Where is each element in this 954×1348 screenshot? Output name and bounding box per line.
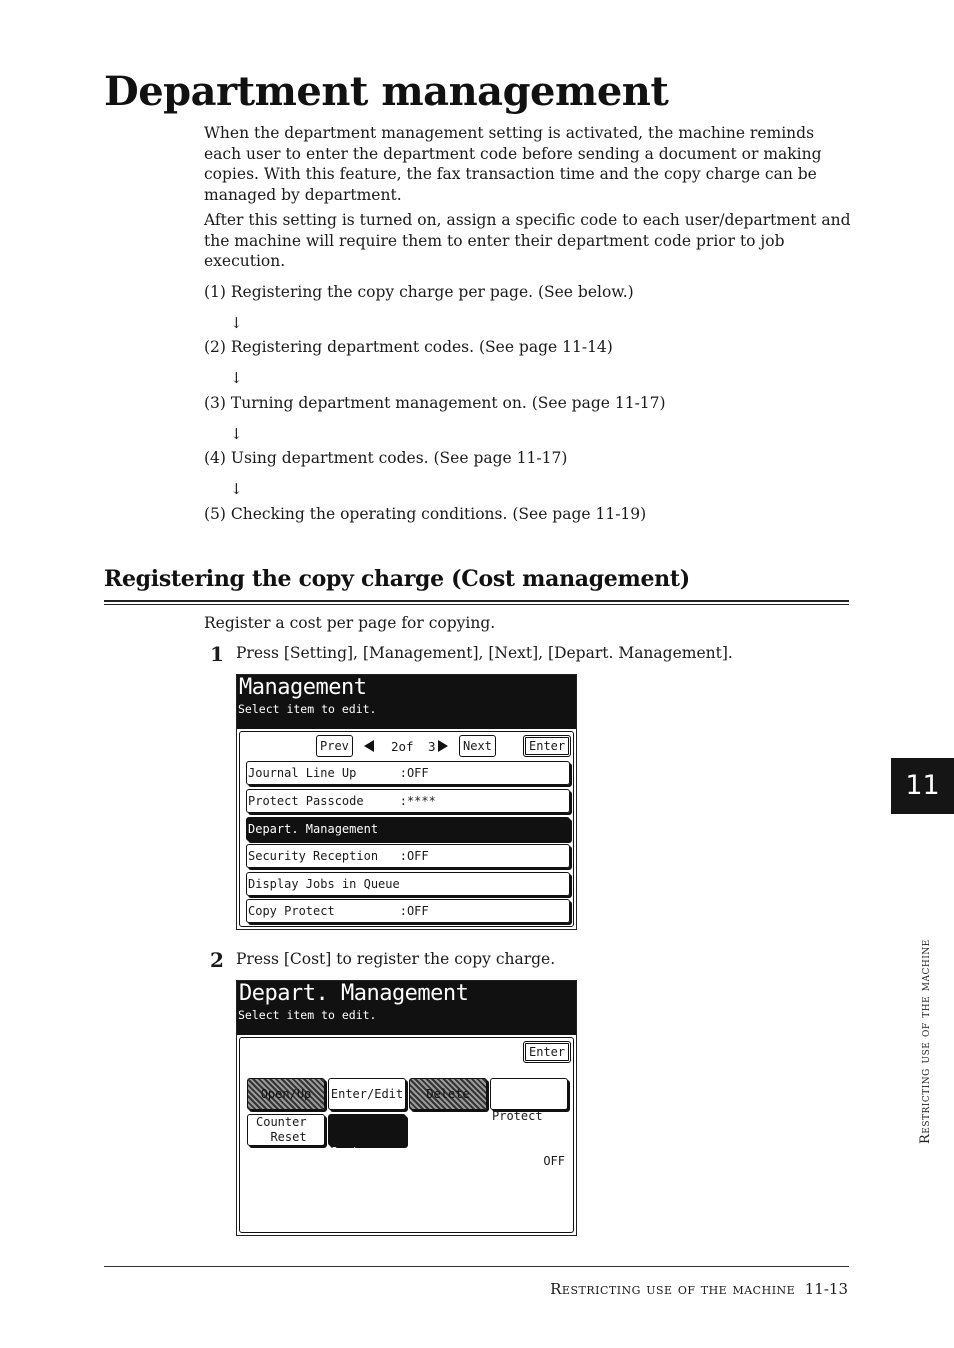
management-screen	[236, 674, 577, 930]
section-heading: Registering the copy charge (Cost management)	[104, 566, 690, 592]
intro-paragraph-2: After this setting is turned on, assign a specific code to each user/department and the machine will require them to enter their department code prior to job execution.	[204, 211, 851, 270]
flow-step-2: (2) Registering department codes. (See page 11-14)	[204, 338, 613, 356]
screen-subtitle: Select item to edit.	[238, 702, 377, 716]
prev-button[interactable]: Prev	[316, 735, 353, 757]
flow-step-5: (5) Checking the operating conditions. (See page 11-19)	[204, 505, 647, 523]
flow-arrow-icon: ↓	[230, 314, 243, 332]
cost-value: $ 0.00	[359, 1190, 403, 1204]
intro-paragraph-1: When the department management setting is activated, the machine reminds each user to enter the department code before sending a document or making copies. With this feature, the fax transaction time and the copy charge can be managed by department.	[204, 124, 822, 204]
menu-row-display-jobs[interactable]: Display Jobs in Queue	[246, 872, 570, 896]
screen-title: Management	[239, 675, 367, 700]
page-indicator: 2of	[391, 739, 414, 754]
left-arrow-icon	[364, 740, 374, 752]
protect-button[interactable]	[490, 1078, 568, 1168]
menu-row-protect-passcode[interactable]: Protect Passcode :****	[246, 789, 570, 813]
screen-body	[239, 731, 574, 927]
flow-arrow-icon: ↓	[230, 425, 243, 443]
next-button[interactable]: Next	[459, 735, 496, 757]
cost-label: Cost	[330, 1145, 359, 1159]
cost-button[interactable]	[328, 1114, 406, 1204]
page-title: Department management	[104, 68, 669, 115]
footer-section: Restricting use of the machine	[550, 1280, 796, 1298]
counter-reset-button[interactable]: Counter Reset	[247, 1114, 325, 1146]
screen-title: Depart. Management	[239, 981, 469, 1006]
section-rule	[104, 604, 849, 605]
footer-rule	[104, 1266, 849, 1267]
screen-header	[237, 675, 576, 729]
menu-row-copy-protect[interactable]: Copy Protect :OFF	[246, 899, 570, 923]
screen-body	[239, 1037, 574, 1233]
footer	[550, 1280, 848, 1298]
section-rule	[104, 600, 849, 602]
section-lead: Register a cost per page for copying.	[204, 614, 496, 632]
enter-edit-button[interactable]: Enter/Edit	[328, 1078, 406, 1110]
flow-arrow-icon: ↓	[230, 480, 243, 498]
page-number: 11-13	[804, 1280, 848, 1298]
delete-button[interactable]: Delete	[409, 1078, 487, 1110]
enter-button[interactable]: Enter	[523, 735, 571, 757]
chapter-vertical-label: Restricting use of the machine	[918, 939, 933, 1144]
protect-label: Protect	[492, 1109, 543, 1123]
step-number-1: 1	[210, 642, 224, 666]
menu-row-depart-management[interactable]: Depart. Management	[246, 817, 570, 841]
page-total: 3	[428, 739, 436, 754]
right-arrow-icon	[438, 740, 448, 752]
flow-step-4: (4) Using department codes. (See page 11-17)	[204, 449, 568, 467]
screen-header	[237, 981, 576, 1035]
step-2-text: Press [Cost] to register the copy charge.	[236, 950, 556, 968]
chapter-tab: 11	[891, 758, 954, 814]
protect-value: OFF	[543, 1154, 565, 1168]
enter-button[interactable]: Enter	[523, 1041, 571, 1063]
flow-arrow-icon: ↓	[230, 369, 243, 387]
open-up-button[interactable]: Open/Up	[247, 1078, 325, 1110]
screen-subtitle: Select item to edit.	[238, 1008, 377, 1022]
menu-row-security-reception[interactable]: Security Reception :OFF	[246, 844, 570, 868]
flow-step-1: (1) Registering the copy charge per page. (See below.)	[204, 283, 634, 301]
step-number-2: 2	[210, 948, 224, 972]
depart-management-screen	[236, 980, 577, 1236]
menu-row-journal[interactable]: Journal Line Up :OFF	[246, 761, 570, 785]
flow-step-3: (3) Turning department management on. (See page 11-17)	[204, 394, 666, 412]
step-1-text: Press [Setting], [Management], [Next], [Depart. Management].	[236, 644, 733, 662]
